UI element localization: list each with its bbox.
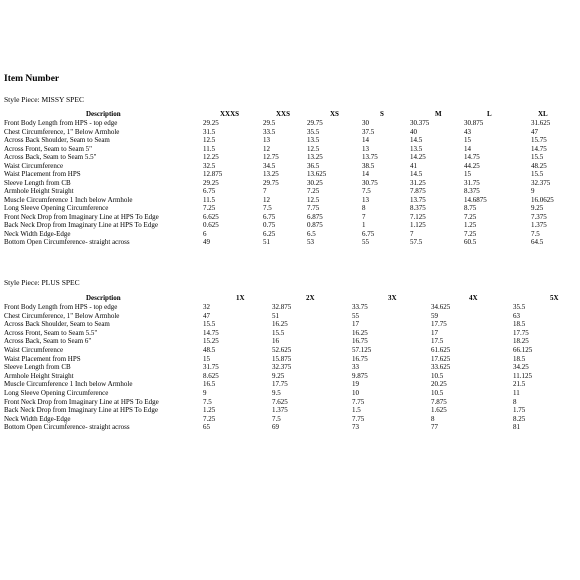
spec-value: 12.5 (307, 195, 320, 204)
spec-value: 17.75 (513, 328, 529, 337)
spec-value: 14.6875 (464, 195, 487, 204)
spec-value: 6.75 (203, 187, 216, 195)
spec-value: 29.75 (263, 178, 279, 187)
spec-value: 7.25 (203, 414, 216, 423)
spec-value: 13.25 (307, 153, 323, 161)
spec-value: 7.25 (307, 187, 320, 195)
spec-value: 34.25 (513, 363, 529, 372)
spec-value: 14 (464, 144, 471, 153)
spec-value: 14.25 (410, 153, 426, 161)
spec-value: 12 (263, 144, 270, 153)
spec-value: 32.375 (272, 363, 292, 372)
spec-value: 15.5 (272, 328, 285, 337)
row-description: Long Sleeve Opening Circumference (4, 204, 109, 212)
spec-value: 7.5 (272, 414, 281, 423)
spec-value: 9.875 (352, 371, 368, 380)
spec-value: 38.5 (362, 161, 375, 170)
spec-value: 55 (362, 238, 369, 246)
spec-value: 14.5 (410, 136, 423, 144)
spec-value: 73 (352, 423, 359, 432)
spec-value: 41 (410, 161, 417, 170)
spec-value: 12.875 (203, 170, 223, 178)
spec-value: 11.5 (203, 144, 215, 153)
row-description: Front Neck Drop from Imaginary Line at HPS To Edge (4, 397, 159, 406)
spec-value: 13.625 (307, 170, 327, 178)
row-description: Muscle Circumference 1 Inch below Armhole (4, 195, 133, 204)
spec-value: 17.5 (431, 337, 444, 346)
size-header: XL (538, 110, 548, 118)
spec-value: 6.25 (263, 229, 276, 238)
spec-value: 32 (203, 303, 210, 311)
spec-value: 43 (464, 127, 471, 136)
spec-value: 7.75 (307, 204, 320, 212)
spec-value: 1.375 (272, 406, 288, 415)
spec-value: 13 (362, 144, 369, 153)
spec-value: 12.5 (203, 136, 216, 144)
spec-value: 18.5 (513, 320, 526, 329)
spec-value: 11 (513, 389, 520, 397)
spec-value: 61.625 (431, 346, 451, 354)
spec-value: 33 (352, 363, 359, 372)
spec-value: 6.625 (203, 212, 219, 221)
spec-value: 8 (362, 204, 366, 212)
spec-value: 13.75 (362, 153, 378, 161)
spec-value: 48.5 (203, 346, 216, 354)
spec-value: 32.5 (203, 161, 216, 170)
spec-value: 13.5 (410, 144, 423, 153)
spec-value: 35.5 (513, 303, 526, 311)
spec-value: 7.25 (203, 204, 216, 212)
row-description: Bottom Open Circumference- straight across (4, 238, 130, 246)
spec-value: 7 (410, 229, 414, 238)
spec-value: 20.25 (431, 380, 447, 389)
spec-value: 53 (307, 238, 314, 246)
spec-value: 9.25 (531, 204, 544, 212)
spec-value: 8 (513, 397, 517, 406)
spec-value: 12.25 (203, 153, 219, 161)
spec-value: 8.25 (513, 414, 526, 423)
spec-value: 16.75 (352, 337, 368, 346)
spec-value: 7.25 (464, 212, 477, 221)
spec-value: 8 (431, 414, 435, 423)
description-header: Description (86, 294, 121, 302)
spec-value: 6.875 (307, 212, 323, 221)
spec-value: 30.875 (464, 119, 484, 127)
spec-value: 29.25 (203, 178, 219, 187)
spec-value: 0.75 (263, 221, 276, 229)
spec-value: 64.5 (531, 238, 544, 246)
spec-value: 6.75 (362, 229, 375, 238)
spec-value: 7.25 (464, 229, 477, 238)
row-description: Back Neck Drop from Imaginary Line at HPS To Edge (4, 221, 158, 229)
spec-value: 29.25 (203, 119, 219, 127)
spec-value: 16.0625 (531, 195, 554, 204)
spec-value: 13.75 (410, 195, 426, 204)
spec-value: 30.375 (410, 119, 430, 127)
spec-value: 1.75 (513, 406, 526, 415)
spec-value: 11.125 (513, 371, 532, 380)
spec-value: 14 (362, 136, 369, 144)
spec-value: 13 (263, 136, 270, 144)
spec-value: 1.375 (531, 221, 547, 229)
spec-value: 10.5 (431, 371, 444, 380)
size-header: S (380, 110, 384, 118)
spec-value: 51 (263, 238, 270, 246)
spec-value: 19 (352, 380, 359, 389)
spec-value: 15.5 (203, 320, 216, 329)
size-header: 1X (236, 294, 245, 302)
spec-value: 48.25 (531, 161, 547, 170)
spec-value: 1.25 (203, 406, 216, 415)
spec-value: 13.5 (307, 136, 320, 144)
spec-value: 32.375 (531, 178, 551, 187)
spec-value: 7 (263, 187, 267, 195)
spec-value: 57.5 (410, 238, 423, 246)
spec-value: 14.5 (410, 170, 423, 178)
spec-value: 37.5 (362, 127, 375, 136)
spec-value: 29.75 (307, 119, 323, 127)
spec-value: 34.5 (263, 161, 276, 170)
spec-value: 31.5 (203, 127, 216, 136)
spec-value: 17.625 (431, 354, 451, 363)
spec-value: 31.75 (203, 363, 219, 372)
row-description: Back Neck Drop from Imaginary Line at HPS To Edge (4, 406, 158, 415)
spec-value: 8.75 (464, 204, 477, 212)
document-title: Item Number (4, 74, 60, 84)
spec-value: 7.5 (362, 187, 371, 195)
spec-value: 69 (272, 423, 279, 432)
size-header: XXXS (220, 110, 240, 118)
row-description: Neck Width Edge-Edge (4, 414, 71, 423)
size-header: M (435, 110, 442, 118)
spec-value: 16.5 (203, 380, 216, 389)
spec-value: 51 (272, 311, 279, 320)
spec-value: 1.125 (410, 221, 426, 229)
spec-value: 18.5 (513, 354, 526, 363)
spec-value: 36.5 (307, 161, 320, 170)
size-header: L (487, 110, 492, 118)
spec-value: 12.5 (307, 144, 320, 153)
spec-value: 30.75 (362, 178, 378, 187)
row-description: Across Front, Seam to Seam 5" (4, 144, 93, 153)
spec-value: 65 (203, 423, 210, 432)
spec-value: 16 (272, 337, 279, 346)
row-description: Across Back, Seam to Seam 5.5" (4, 153, 97, 161)
spec-value: 9 (203, 389, 207, 397)
spec-value: 15.25 (203, 337, 219, 346)
row-description: Neck Width Edge-Edge (4, 229, 71, 238)
spec-value: 33.625 (431, 363, 451, 372)
row-description: Front Body Length from HPS - top edge (4, 119, 118, 127)
spec-value: 13 (362, 195, 369, 204)
missy-style-label: Style Piece: MISSY SPEC (4, 95, 84, 104)
size-header: XXS (276, 110, 291, 118)
spec-value: 35.5 (307, 127, 320, 136)
spec-value: 7.5 (203, 397, 212, 406)
spec-value: 16.25 (352, 328, 368, 337)
spec-value: 77 (431, 423, 438, 432)
spec-value: 7.75 (352, 414, 365, 423)
spec-value: 9.5 (272, 389, 281, 397)
spec-value: 59 (431, 311, 438, 320)
row-description: Across Front, Seam to Seam 5.5" (4, 328, 98, 337)
spec-value: 81 (513, 423, 520, 432)
spec-value: 33.75 (352, 303, 368, 311)
spec-value: 15 (464, 170, 471, 178)
spec-value: 8.625 (203, 371, 219, 380)
spec-value: 10 (352, 389, 359, 397)
row-description: Bottom Open Circumference- straight across (4, 423, 130, 432)
spec-value: 10.5 (431, 389, 444, 397)
spec-value: 6.5 (307, 229, 316, 238)
row-description: Waist Placement from HPS (4, 354, 81, 363)
spec-value: 34.625 (431, 303, 451, 311)
spec-value: 17.75 (272, 380, 288, 389)
spec-value: 44.25 (464, 161, 480, 170)
spec-value: 7.375 (531, 212, 547, 221)
spec-value: 8.375 (464, 187, 480, 195)
spec-value: 18.25 (513, 337, 529, 346)
row-description: Across Back Shoulder, Seam to Seam (4, 136, 110, 144)
size-header: 4X (469, 294, 478, 302)
row-description: Sleeve Length from CB (4, 363, 71, 372)
spec-value: 15.5 (531, 153, 544, 161)
spec-value: 60.5 (464, 238, 477, 246)
spec-value: 14.75 (464, 153, 480, 161)
spec-value: 15.5 (531, 170, 544, 178)
row-description: Muscle Circumference 1 Inch below Armhole (4, 380, 133, 389)
row-description: Front Neck Drop from Imaginary Line at HPS To Edge (4, 212, 159, 221)
row-description: Chest Circumference, 1" Below Armhole (4, 127, 120, 136)
spec-value: 7.875 (431, 397, 447, 406)
size-header: 3X (388, 294, 397, 302)
spec-value: 9 (531, 187, 535, 195)
spec-value: 8.375 (410, 204, 426, 212)
row-description: Waist Placement from HPS (4, 170, 81, 178)
spec-value: 21.5 (513, 380, 526, 389)
spec-value: 0.875 (307, 221, 323, 229)
spec-value: 15.75 (531, 136, 547, 144)
spec-value: 12 (263, 195, 270, 204)
spec-value: 66.125 (513, 346, 533, 354)
plus-style-label: Style Piece: PLUS SPEC (4, 278, 80, 287)
row-description: Across Back, Seam to Seam 6" (4, 337, 92, 346)
spec-value: 30 (362, 119, 369, 127)
spec-value: 1.25 (464, 221, 477, 229)
row-description: Front Body Length from HPS - top edge (4, 303, 118, 311)
spec-value: 15 (464, 136, 471, 144)
spec-value: 13.25 (263, 170, 279, 178)
size-header: 2X (306, 294, 315, 302)
spec-value: 17 (431, 328, 438, 337)
row-description: Armhole Height Straight (4, 187, 74, 195)
spec-value: 7.75 (352, 397, 365, 406)
spec-value: 40 (410, 127, 417, 136)
row-description: Waist Circumference (4, 346, 64, 354)
spec-value: 7.5 (263, 204, 272, 212)
spec-value: 49 (203, 238, 210, 246)
spec-value: 31.625 (531, 119, 551, 127)
spec-value: 29.5 (263, 119, 276, 127)
spec-value: 1 (362, 221, 366, 229)
description-header: Description (86, 110, 121, 118)
spec-value: 47 (203, 311, 210, 320)
spec-value: 7.5 (531, 229, 540, 238)
spec-value: 9.25 (272, 371, 285, 380)
spec-value: 57.125 (352, 346, 372, 354)
spec-value: 7.625 (272, 397, 288, 406)
spec-value: 6.75 (263, 212, 276, 221)
spec-value: 47 (531, 127, 538, 136)
row-description: Chest Circumference, 1" Below Armhole (4, 311, 120, 320)
spec-value: 1.625 (431, 406, 447, 415)
spec-value: 31.75 (464, 178, 480, 187)
spec-value: 16.75 (352, 354, 368, 363)
spec-value: 11.5 (203, 195, 215, 204)
size-header: XS (330, 110, 339, 118)
spec-value: 7.125 (410, 212, 426, 221)
spec-value: 14.75 (531, 144, 547, 153)
spec-value: 7 (362, 212, 366, 221)
spec-value: 7.875 (410, 187, 426, 195)
spec-value: 63 (513, 311, 520, 320)
spec-value: 12.75 (263, 153, 279, 161)
spec-value: 17.75 (431, 320, 447, 329)
spec-value: 17 (352, 320, 359, 329)
spec-value: 32.875 (272, 303, 292, 311)
row-description: Sleeve Length from CB (4, 178, 71, 187)
size-header: 5X (550, 294, 559, 302)
spec-value: 33.5 (263, 127, 276, 136)
spec-value: 0.625 (203, 221, 219, 229)
spec-value: 31.25 (410, 178, 426, 187)
spec-value: 16.25 (272, 320, 288, 329)
spec-value: 1.5 (352, 406, 361, 415)
row-description: Long Sleeve Opening Circumference (4, 389, 109, 397)
row-description: Across Back Shoulder, Seam to Seam (4, 320, 110, 329)
spec-value: 52.625 (272, 346, 292, 354)
row-description: Waist Circumference (4, 161, 64, 170)
row-description: Armhole Height Straight (4, 371, 74, 380)
spec-value: 15.875 (272, 354, 292, 363)
spec-value: 15 (203, 354, 210, 363)
spec-value: 6 (203, 229, 207, 238)
spec-value: 14 (362, 170, 369, 178)
spec-value: 30.25 (307, 178, 323, 187)
spec-value: 14.75 (203, 328, 219, 337)
spec-value: 55 (352, 311, 359, 320)
